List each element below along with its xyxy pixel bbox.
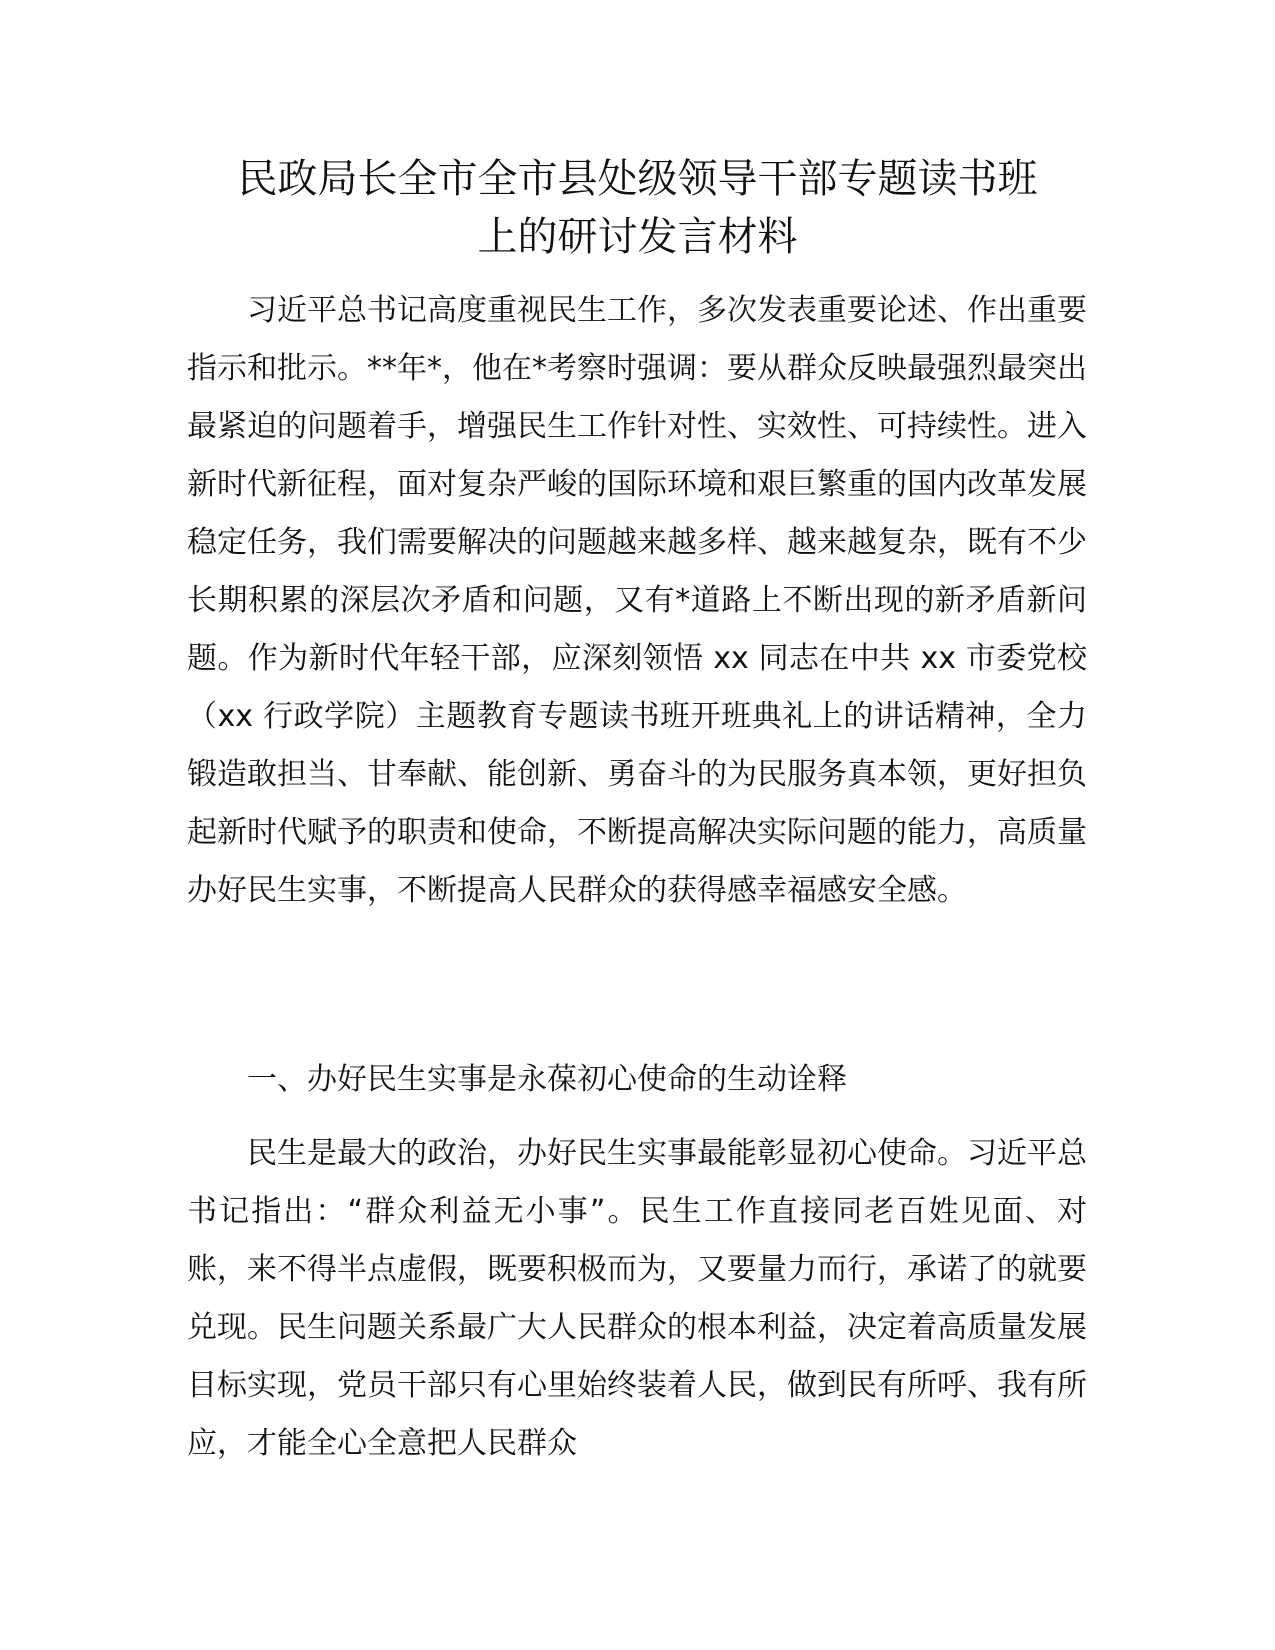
title-line-2: 上的研讨发言材料 xyxy=(477,214,798,260)
intro-paragraph: 习近平总书记高度重视民生工作，多次发表重要论述、作出重要指示和批示。**年*，他在*考察时强调：要从群众反映最强烈最突出最紧迫的问题着手，增强民生工作针对性、实效性、可持续性。进入新时代新征程，面对复杂严峻的国际环境和艰巨繁重的国内改革发展稳定任务，我们需要解决的问题越来越多样、越来越复杂，既有不少长期积累的深层次矛盾和问题，又有*道路上不断出现的新矛盾新问题。作为新时代年轻干部，应深刻领悟 xx 同志在中共 xx 市委党校（xx 行政学院）主题教育专题读书班开班典礼上的讲话精神，全力锻造敢担当、甘奉献、能创新、勇奋斗的为民服务真本领，更好担负起新时代赋予的职责和使命，不断提高解决实际问题的能力，高质量办好民生实事，不断提高人民群众的获得感幸福感安全感。 xyxy=(187,293,1087,908)
section-1-paragraph: 民生是最大的政治，办好民生实事最能彰显初心使命。习近平总书记指出：“群众利益无小事”。民生工作直接同老百姓见面、对账，来不得半点虚假，既要积极而为，又要量力而行，承诺了的就要兑现。民生问题关系最广大人民群众的根本利益，决定着高质量发展目标实现，党员干部只有心里始终装着人民，做到民有所呼、我有所应，才能全心全意把人民群众 xyxy=(187,1136,1087,1461)
title-line-1: 民政局长全市全市县处级领导干部专题读书班 xyxy=(237,156,1038,202)
section-heading-1: 一、办好民生实事是永葆初心使命的生动诠释 xyxy=(247,1062,847,1097)
document-title xyxy=(150,150,1125,266)
